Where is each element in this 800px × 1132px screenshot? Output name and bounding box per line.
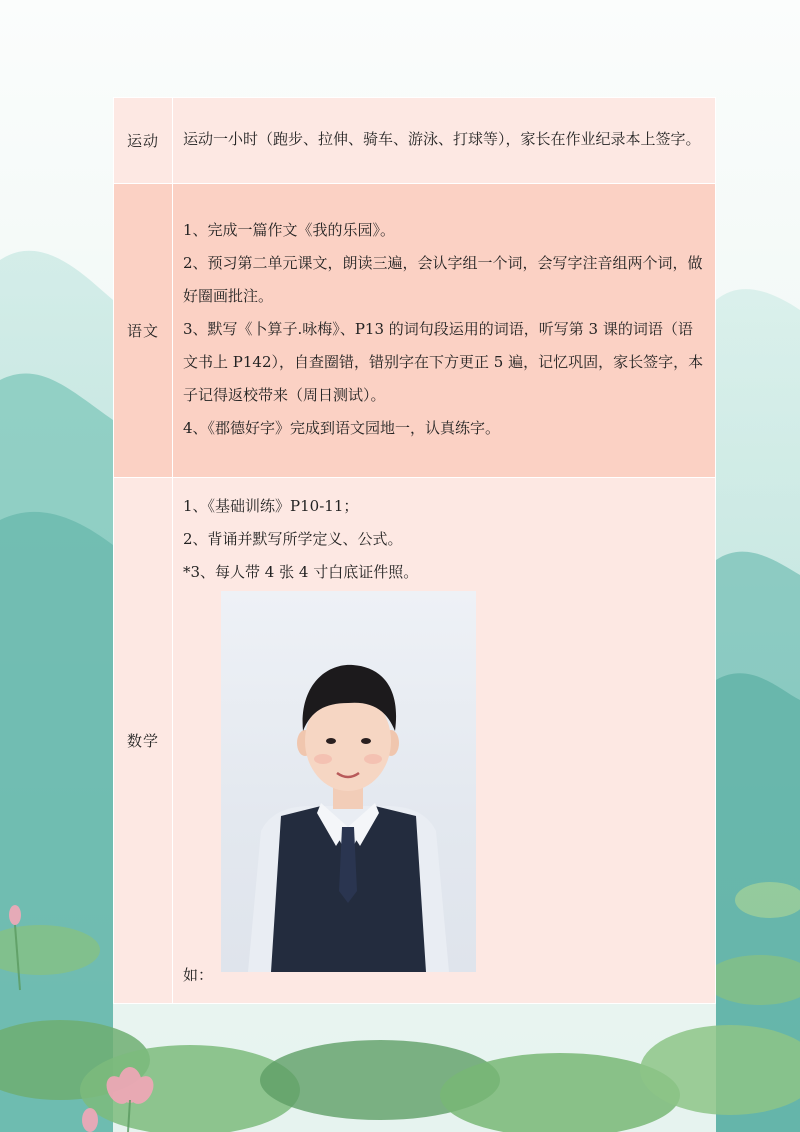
child-portrait-image [221,591,476,972]
example-photo-block [183,589,707,989]
subject-label-pe: 运动 [114,98,173,184]
task-line: 2、背诵并默写所学定义、公式。 [183,530,403,548]
task-line: 3、默写《卜算子.咏梅》、P13 的词句段运用的词语，听写第 3 课的词语（语文书上 P142），自查圈错，错别字在下方更正 5 遍，记忆巩固，家长签字，本子记得返校带来（周日测试）。 [183,320,704,404]
table-row [114,478,716,1004]
homework-table [113,97,716,1004]
task-cell-chinese [173,184,716,478]
table-row [114,184,716,478]
task-line: 2、预习第二单元课文，朗读三遍，会认字组一个词，会写字注音组两个词，做好圈画批注。 [183,254,703,305]
task-cell-pe [173,98,716,184]
table-row [114,98,716,184]
task-line: 1、《基础训练》P10-11； [183,497,359,515]
task-line: 1、完成一篇作文《我的乐园》。 [183,221,396,239]
task-line: 4、《郡德好字》完成到语文园地一，认真练字。 [183,419,501,437]
subject-label-math: 数学 [114,478,173,1004]
example-prefix: 如： [183,966,214,984]
subject-label-chinese: 语文 [114,184,173,478]
example-id-photo [221,591,476,972]
task-cell-math [173,478,716,1004]
task-line: *3、每人带 4 张 4 寸白底证件照。 [183,563,419,581]
task-line: 运动一小时（跑步、拉伸、骑车、游泳、打球等），家长在作业纪录本上签字。 [183,130,701,148]
